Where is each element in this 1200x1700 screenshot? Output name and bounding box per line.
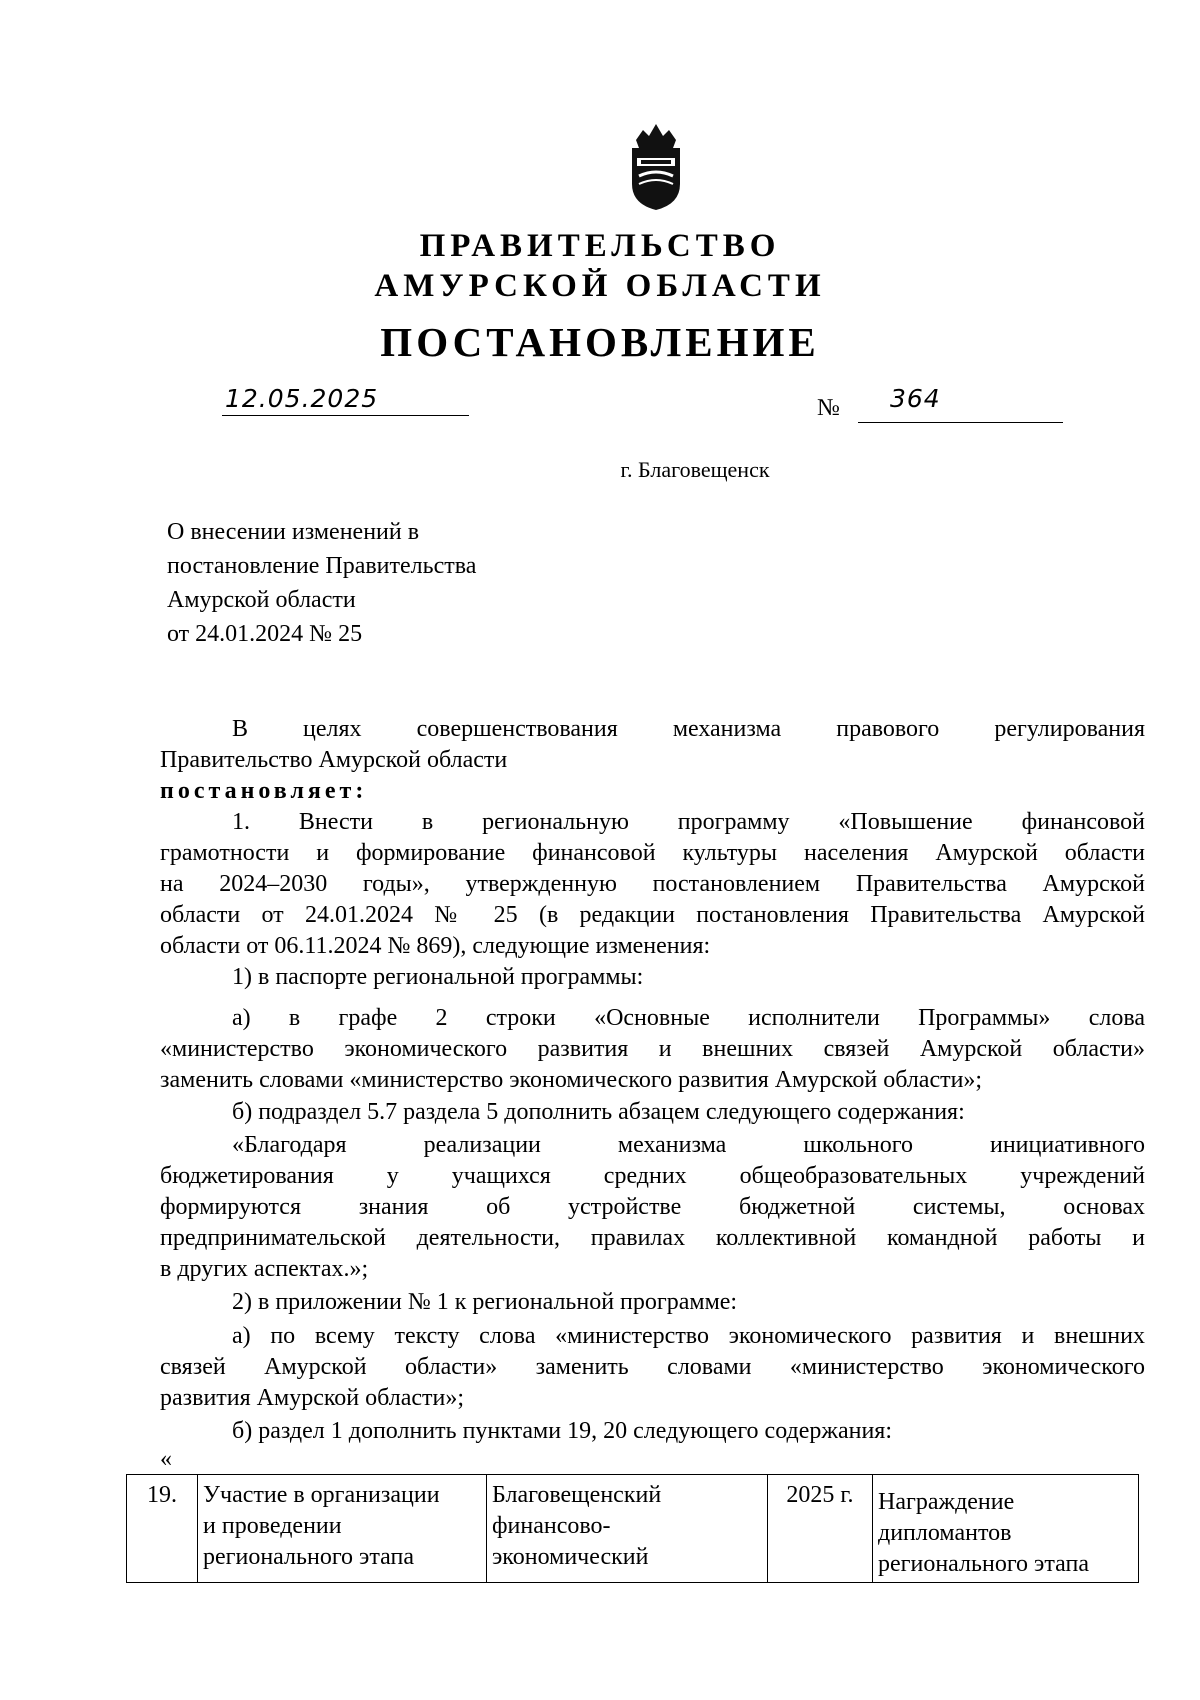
opening-quote: « [160,1446,172,1472]
body-line: б) раздел 1 дополнить пунктами 19, 20 следующего содержания: [232,1418,893,1444]
body-line: «Благодаря реализации механизма школьного инициативного [232,1132,1145,1158]
body-line: 1. Внести в региональную программу «Повышение финансовой [232,809,1145,835]
body-line: в других аспектах.»; [160,1256,369,1282]
body-line: бюджетирования у учащихся средних общеобразовательных учреждений [160,1163,1145,1189]
body-line: развития Амурской области»; [160,1385,465,1411]
body-line: грамотности и формирование финансовой культуры населения Амурской области [160,840,1145,866]
body-line: предпринимательской деятельности, правилах коллективной командной работы и [160,1225,1145,1251]
region-title: АМУРСКОЙ ОБЛАСТИ [374,268,826,304]
executor-cell: Благовещенский финансово- экономический [487,1475,768,1583]
body-line: области от 06.11.2024 № 869), следующие изменения: [160,933,711,959]
document-type: ПОСТАНОВЛЕНИЕ [380,319,820,365]
body-line: на 2024–2030 годы», утвержденную постановлением Правительства Амурской [160,871,1145,897]
amur-region-coat-of-arms-icon [627,120,685,212]
city: г. Благовещенск [620,457,770,482]
year-cell: 2025 г. [768,1475,873,1583]
body-line: области от 24.01.2024 № 25 (в редакции постановления Правительства Амурской [160,902,1145,928]
date-underline [222,415,469,416]
number-underline [858,422,1063,423]
body-line: а) в графе 2 строки «Основные исполнители Программы» слова [232,1005,1145,1031]
body-line: 2) в приложении № 1 к региональной программе: [232,1289,738,1315]
document-number: 364 [890,384,941,413]
event-cell: Участие в организации и проведении регионального этапа [198,1475,487,1583]
number-label: № [817,395,840,421]
body-line: связей Амурской области» заменить словами «министерство экономического [160,1354,1145,1380]
body-line: заменить словами «министерство экономического развития Амурской области»; [160,1067,983,1093]
events-table [126,1474,1139,1583]
body-line: 1) в паспорте региональной программы: [232,964,644,990]
document-date: 12.05.2025 [225,384,379,413]
body-line-resolves: постановляет: [160,778,368,804]
body-line: В целях совершенствования механизма правового регулирования [232,716,1145,742]
body-line: а) по всему тексту слова «министерство экономического развития и внешних [232,1323,1145,1349]
body-line: б) подраздел 5.7 раздела 5 дополнить абзацем следующего содержания: [232,1099,965,1125]
row-number: 19. [127,1475,198,1583]
body-line: Правительство Амурской области [160,747,508,773]
document-subject: О внесении изменений в постановление Правительства Амурской области от 24.01.2024 № 25 [167,519,477,647]
government-title: ПРАВИТЕЛЬСТВО [419,228,781,264]
table-row [127,1475,1139,1583]
result-cell: Награждение дипломантов регионального этапа [873,1475,1139,1583]
body-line: формируются знания об устройстве бюджетной системы, основах [160,1194,1145,1220]
body-line: «министерство экономического развития и внешних связей Амурской области» [160,1036,1145,1062]
